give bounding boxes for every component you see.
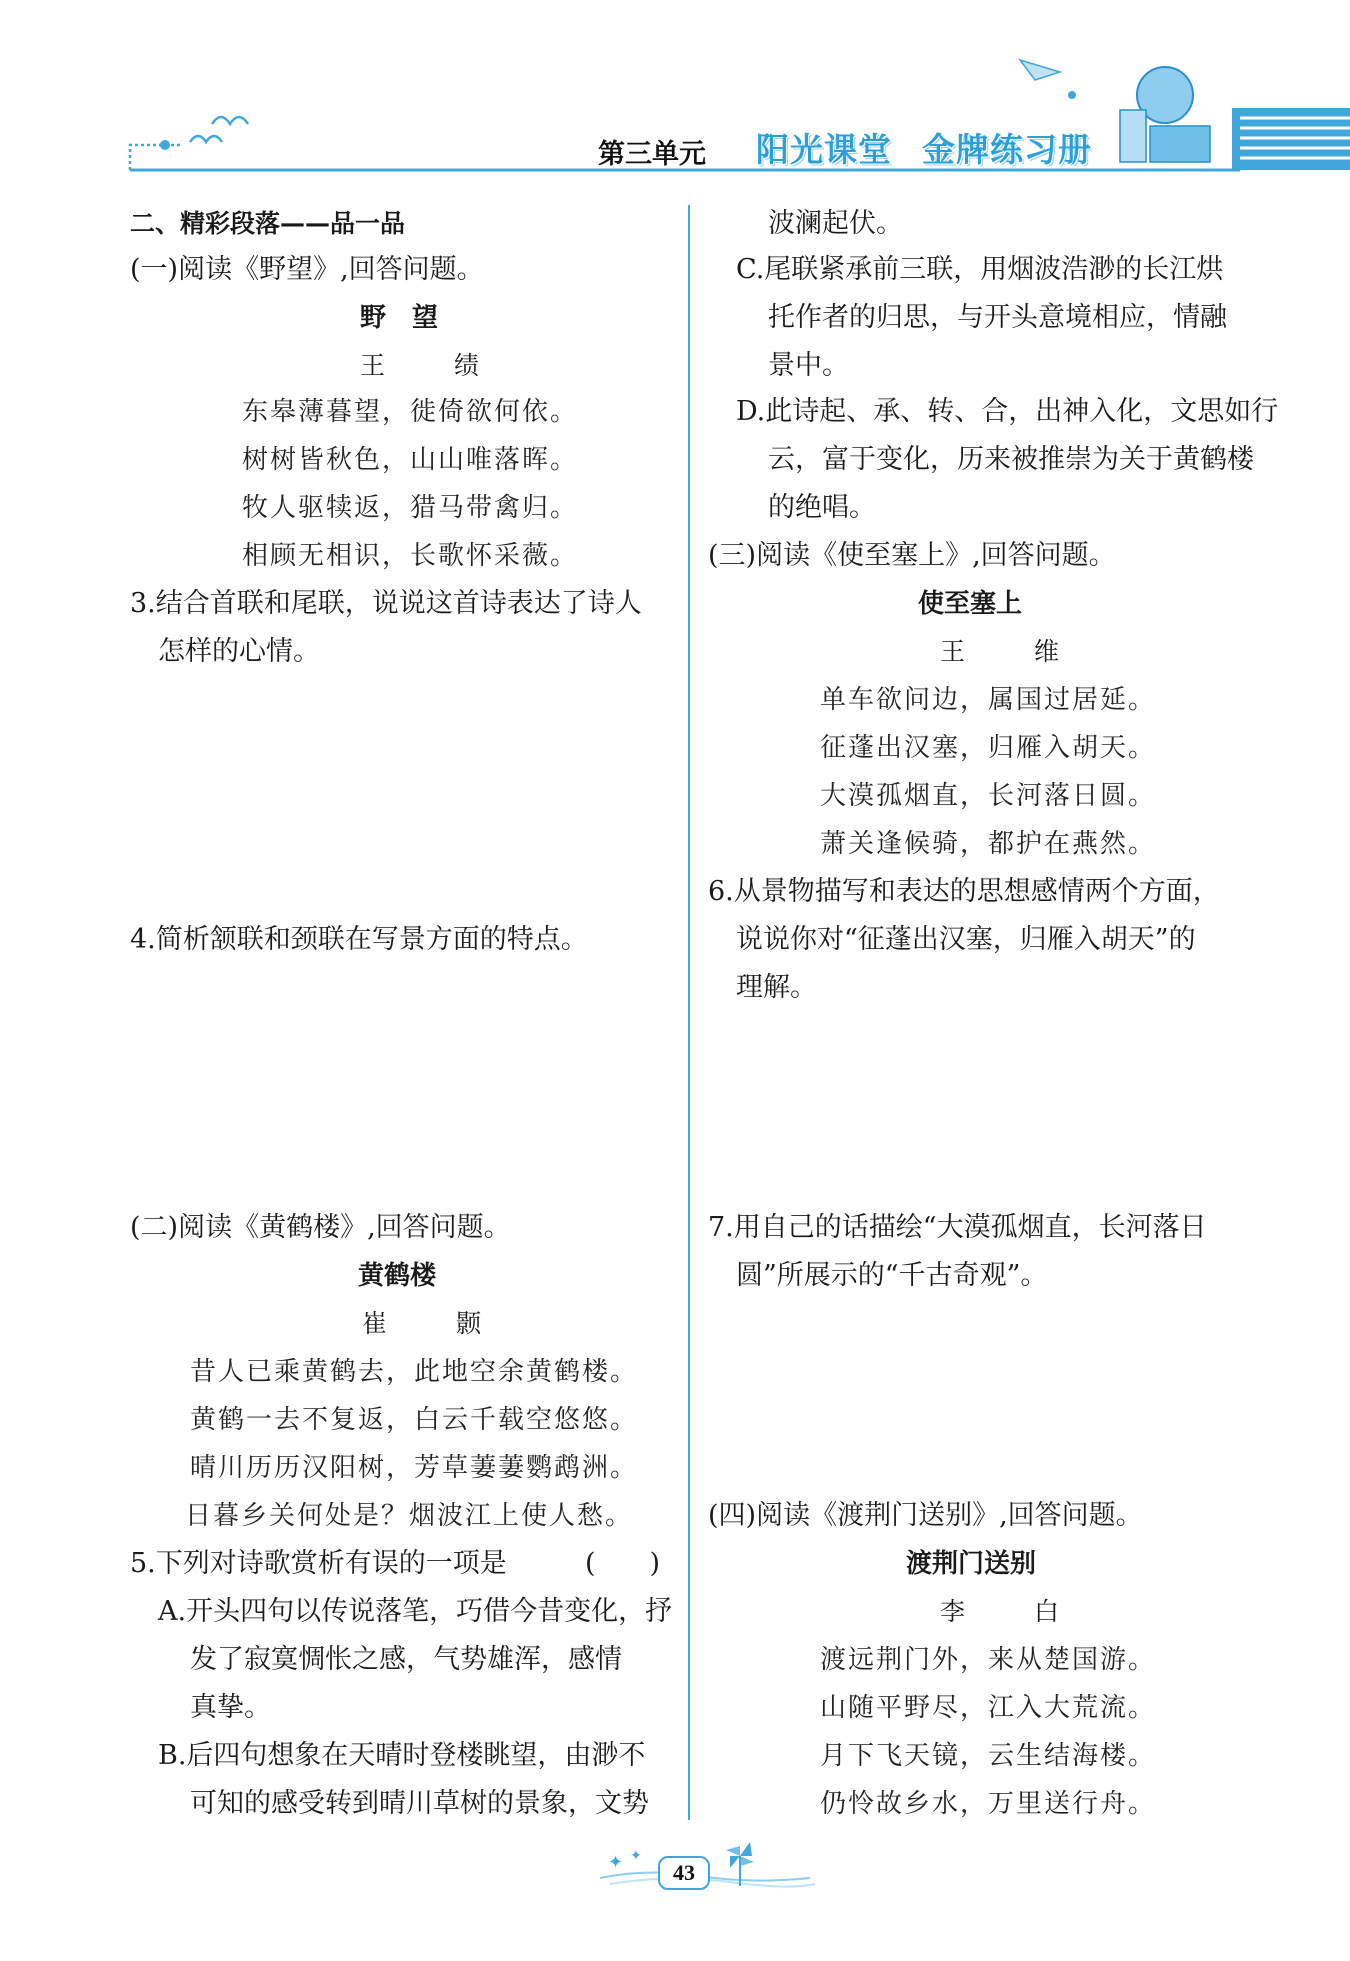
poem3-line: 萧关逢候骑，都护在燕然。: [820, 829, 1157, 859]
question-7: 7.用自己的话描绘“大漠孤烟直，长河落日: [708, 1212, 1207, 1243]
poem3-title: 使至塞上: [918, 589, 1023, 619]
part3-intro: (三)阅读《使至塞上》,回答问题。: [708, 540, 1116, 571]
option-d-cont: 的绝唱。: [768, 492, 876, 523]
poem1-line: 东皋薄暮望，徙倚欲何依。: [242, 397, 579, 427]
option-a-cont: 真挚。: [190, 1692, 271, 1723]
poem4-line: 山随平野尽，江入大荒流。: [820, 1693, 1157, 1723]
option-d-cont: 云，富于变化，历来被推崇为关于黄鹤楼: [768, 444, 1254, 475]
option-c-cont: 托作者的归思，与开头意境相应，情融: [768, 302, 1227, 333]
question-3: 3.结合首联和尾联，说说这首诗表达了诗人: [130, 588, 642, 619]
question-3-cont: 怎样的心情。: [158, 636, 320, 667]
option-a: A.开头四句以传说落笔，巧借今昔变化，抒: [158, 1596, 673, 1627]
brand-name: 阳光课堂: [756, 130, 892, 169]
poem2-line: 晴川历历汉阳树，芳草萋萋鹦鹉洲。: [190, 1453, 639, 1483]
page-number: 43: [658, 1856, 710, 1890]
answer-bracket[interactable]: ( ): [585, 1548, 661, 1579]
column-divider: [688, 205, 690, 1820]
part4-intro: (四)阅读《渡荆门送别》,回答问题。: [708, 1500, 1143, 1531]
part2-intro: (二)阅读《黄鹤楼》,回答问题。: [130, 1212, 511, 1243]
poem4-line: 渡远荆门外，来从楚国游。: [820, 1645, 1157, 1675]
question-6-cont: 理解。: [736, 972, 817, 1003]
poem4-line: 仍怜故乡水，万里送行舟。: [820, 1789, 1157, 1819]
poem4-author: 李 白: [940, 1597, 1082, 1626]
poem1-line: 相顾无相识，长歌怀采薇。: [242, 541, 579, 571]
option-b-cont: 波澜起伏。: [768, 208, 903, 239]
question-4: 4.简析颔联和颈联在写景方面的特点。: [130, 924, 588, 955]
question-6-cont: 说说你对“征蓬出汉塞，归雁入胡天”的: [736, 924, 1196, 955]
poem3-author: 王 维: [940, 637, 1082, 666]
poem2-line: 昔人已乘黄鹤去，此地空余黄鹤楼。: [190, 1357, 639, 1387]
poem2-author: 崔 颢: [362, 1309, 504, 1338]
question-5: 5.下列对诗歌赏析有误的一项是: [130, 1548, 507, 1579]
option-c-cont: 景中。: [768, 350, 849, 381]
star-icon: ✦: [630, 1848, 642, 1864]
question-7-cont: 圆”所展示的“千古奇观”。: [736, 1260, 1048, 1291]
paper-plane-icon: [1020, 60, 1060, 80]
poem1-line: 树树皆秋色，山山唯落晖。: [242, 445, 579, 475]
option-d: D.此诗起、承、转、合，出神入化，文思如行: [736, 396, 1279, 427]
poem2-line: 黄鹤一去不复返，白云千载空悠悠。: [190, 1405, 639, 1435]
poem1-author: 王 绩: [360, 351, 502, 380]
poem4-title: 渡荆门送别: [906, 1549, 1037, 1579]
brand-title: [756, 124, 1092, 171]
brand-subtitle: 金牌练习册: [922, 130, 1092, 169]
part1-intro: (一)阅读《野望》,回答问题。: [130, 254, 484, 285]
option-c: C.尾联紧承前三联，用烟波浩渺的长江烘: [736, 254, 1224, 285]
poem3-line: 大漠孤烟直，长河落日圆。: [820, 781, 1157, 811]
poem1-title: 野 望: [360, 303, 439, 333]
bird-icon: [212, 117, 248, 124]
poem2-title: 黄鹤楼: [358, 1261, 437, 1291]
poem1-line: 牧人驱犊返，猎马带禽归。: [242, 493, 579, 523]
page-header: [0, 0, 1350, 190]
question-6: 6.从景物描写和表达的思想感情两个方面，: [708, 876, 1220, 907]
section-heading: 二、精彩段落——品一品: [130, 209, 406, 238]
option-b-cont: 可知的感受转到晴川草树的景象，文势: [190, 1788, 649, 1819]
poem3-line: 单车欲问边，属国过居延。: [820, 685, 1157, 715]
unit-title: 第三单元: [598, 139, 706, 170]
option-a-cont: 发了寂寞惆怅之感，气势雄浑，感情: [190, 1644, 622, 1675]
bird-icon: [190, 136, 222, 142]
poem3-line: 征蓬出汉塞，归雁入胡天。: [820, 733, 1157, 763]
star-icon: ✦: [608, 1852, 624, 1873]
option-b: B.后四句想象在天晴时登楼眺望，由渺不: [158, 1740, 646, 1771]
poem2-line: 日暮乡关何处是？烟波江上使人愁。: [185, 1501, 634, 1531]
poem4-line: 月下飞天镜，云生结海楼。: [820, 1741, 1157, 1771]
